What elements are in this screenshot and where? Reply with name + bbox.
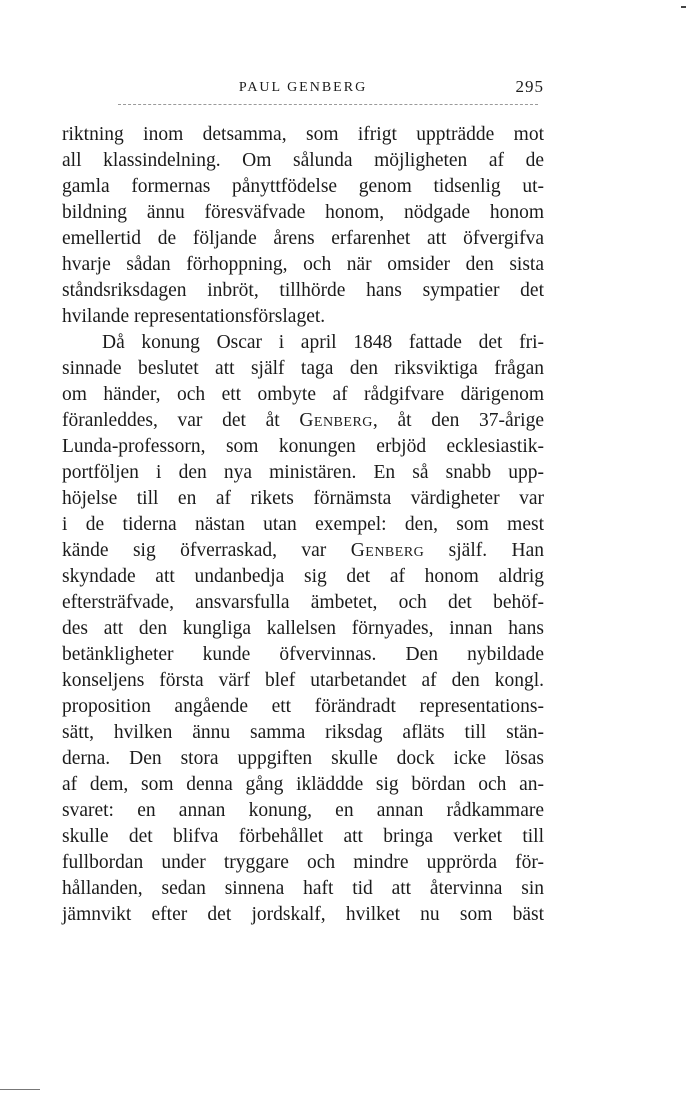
person-name: Genberg: [350, 540, 425, 561]
text-line: emellertid de följande årens erfarenhet att öfvergifva: [62, 228, 544, 249]
text-line: hvilande representationsförslaget.: [62, 306, 326, 327]
text-line: skulle det blifva förbehållet att bringa verket till: [62, 826, 544, 847]
running-head: PAUL GENBERG: [238, 80, 368, 95]
text-line: all klassindelning. Om sålunda möjligheten af de: [62, 150, 544, 171]
person-name: Genberg: [299, 410, 373, 431]
page-header: [62, 77, 544, 102]
text-line: [62, 538, 544, 564]
text-line: konseljens första värf blef utarbetandet af den kongl.: [62, 670, 544, 691]
text-segment: föranleddes, var det åt: [62, 410, 300, 431]
text-line: Lunda-professorn, som konungen erbjöd ecklesiastik-: [62, 436, 544, 457]
text-line: betänkligheter kunde öfvervinnas. Den nybildade: [62, 644, 544, 665]
text-line: höjelse till en af rikets förnämsta värdigheter var: [62, 488, 544, 509]
text-line: Då konung Oscar i april 1848 fattade det fri-: [102, 332, 544, 353]
text-line: gamla formernas pånyttfödelse genom tidsenlig ut-: [62, 176, 544, 197]
text-line: sätt, hvilken ännu samma riksdag afläts till stän-: [62, 722, 544, 743]
text-line: fullbordan under tryggare och mindre upprörda för-: [62, 852, 544, 873]
text-segment: , åt den 37-årige: [372, 410, 544, 431]
text-line: portföljen i den nya ministären. En så snabb upp-: [62, 462, 544, 483]
text-line: om händer, och ett ombyte af rådgifvare därigenom: [62, 384, 544, 405]
text-segment: själf. Han: [424, 540, 544, 561]
corner-mark: [681, 6, 686, 8]
text-segment: kände sig öfverraskad, var: [62, 540, 351, 561]
page-number: 295: [515, 77, 544, 96]
paragraph-2: [62, 330, 544, 928]
text-line: jämnvikt efter det jordskalf, hvilket nu som bäst: [62, 904, 544, 925]
bottom-rule: [0, 1089, 40, 1090]
text-line: svaret: en annan konung, en annan rådkammare: [62, 800, 544, 821]
text-line: proposition angående ett förändradt representations-: [62, 696, 544, 717]
text-line: i de tiderna nästan utan exempel: den, som mest: [62, 514, 544, 535]
text-line: eftersträfvade, ansvarsfulla ämbetet, och det behöf-: [62, 592, 544, 613]
text-line: skyndade att undanbedja sig det af honom aldrig: [62, 566, 544, 587]
text-line: sinnade beslutet att själf taga den riksviktiga frågan: [62, 358, 544, 379]
text-line: des att den kungliga kallelsen förnyades, innan hans: [62, 618, 544, 639]
text-line: [62, 408, 544, 434]
paragraph-1: [62, 122, 544, 330]
text-line: hållanden, sedan sinnena haft tid att återvinna sin: [62, 878, 544, 899]
body-text: [62, 122, 544, 928]
text-line: hvarje sådan förhoppning, och när omsider den sista: [62, 254, 544, 275]
text-line: ståndsriksdagen inbröt, tillhörde hans sympatier det: [62, 280, 544, 301]
header-rule: [118, 104, 538, 105]
text-line: af dem, som denna gång ikläddde sig bördan och an-: [62, 774, 544, 795]
text-line: bildning ännu föresväfvade honom, nödgade honom: [62, 202, 544, 223]
text-line: riktning inom detsamma, som ifrigt uppträdde mot: [62, 124, 544, 145]
text-line: derna. Den stora uppgiften skulle dock icke lösas: [62, 748, 544, 769]
